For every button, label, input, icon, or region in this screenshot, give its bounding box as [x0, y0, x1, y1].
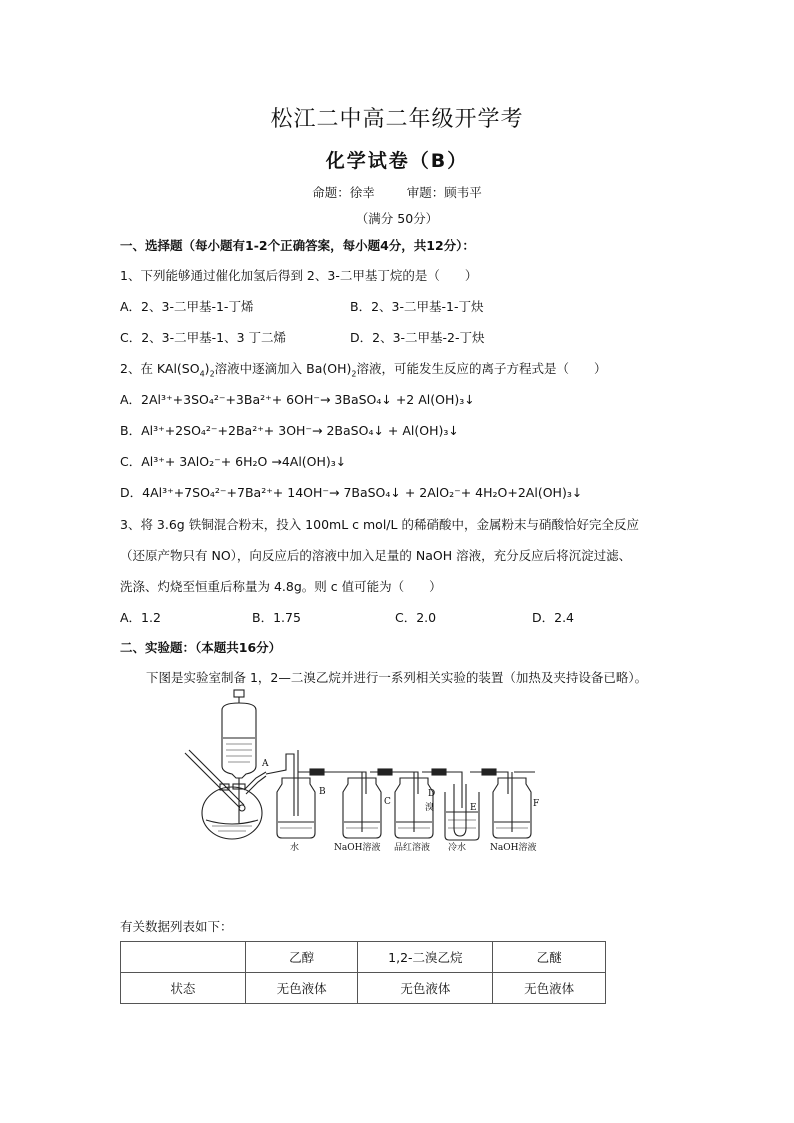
- table-cell: 无色液体: [245, 973, 358, 1004]
- table-row: [121, 973, 606, 1004]
- q3-line1: 3、将 3.6g 铁铜混合粉末，投入 100mL c mol/L 的稀硝酸中，金属粉末与硝酸恰好完全反应: [120, 517, 639, 532]
- author-label: 命题：徐幸: [312, 185, 375, 200]
- q2-stem-sub: 2: [209, 369, 215, 379]
- q2-stem-sub: 4: [199, 369, 205, 379]
- q3-option-b: B．1.75: [252, 610, 301, 625]
- data-table: [120, 941, 606, 1004]
- score-note: （满分 50分）: [355, 211, 439, 226]
- q2-option-a: A．2Al³⁺+3SO₄²⁻+3Ba²⁺+ 6OH⁻→ 3BaSO₄↓ +2 Al(OH)₃↓: [120, 392, 475, 407]
- table-header-row: [121, 942, 606, 973]
- q1-option-d: D．2、3-二甲基-2-丁炔: [350, 330, 485, 345]
- caption-pinhong: 品红溶液: [394, 843, 431, 853]
- label-d: D: [428, 789, 436, 799]
- reviewer-label: 审题：顾韦平: [406, 185, 482, 200]
- q1-option-c: C．2、3-二甲基-1、3 丁二烯: [120, 330, 287, 345]
- q3-option-d: D．2.4: [532, 610, 575, 625]
- caption-water: 水: [290, 843, 300, 853]
- q2-stem-part: 2、在 KAl(SO: [120, 361, 200, 376]
- q2-option-b: B．Al³⁺+2SO₄²⁻+2Ba²⁺+ 3OH⁻→ 2BaSO₄↓ + Al(OH)₃↓: [120, 423, 459, 438]
- table-intro: 有关数据列表如下：: [120, 919, 233, 934]
- exam-subtitle: 化学试卷（B）: [325, 150, 469, 172]
- q2-stem-part: 溶液，可能发生反应的离子方程式是（ ）: [356, 361, 607, 376]
- caption-naoh2: NaOH溶液: [490, 843, 537, 853]
- q2-option-d: D．4Al³⁺+7SO₄²⁻+7Ba²⁺+ 14OH⁻→ 7BaSO₄↓ + 2AlO₂⁻+ 4H₂O+2Al(OH)₃↓: [120, 485, 583, 500]
- section2-heading: 二、实验题：（本题共16分）: [120, 640, 282, 655]
- table-header-cell: [121, 942, 246, 973]
- exam-title: 松江二中高二年级开学考: [270, 107, 524, 132]
- table-header-cell: 乙醇: [245, 942, 358, 973]
- label-c: C: [384, 797, 391, 807]
- table-cell: 状态: [121, 973, 246, 1004]
- q2-stem: [120, 359, 606, 377]
- q2-stem-part: 溶液中逐滴加入 Ba(OH): [214, 361, 352, 376]
- label-a: A: [262, 759, 269, 769]
- table-header-cell: 乙醚: [493, 942, 606, 973]
- label-e: E: [470, 803, 477, 813]
- label-f: F: [533, 799, 540, 809]
- caption-coldwater: 冷水: [448, 843, 467, 853]
- q3-line3: 洗涤、灼烧至恒重后称量为 4.8g。则 c 值可能为（ ）: [120, 579, 442, 594]
- section2-intro: 下图是实验室制备 1，2—二溴乙烷并进行一系列相关实验的装置（加热及夹持设备已略）。: [146, 670, 648, 685]
- q1-option-a: A．2、3-二甲基-1-丁烯: [120, 299, 254, 314]
- caption-naoh1: NaOH溶液: [334, 843, 381, 853]
- author-line: [0, 183, 794, 201]
- q3-option-c: C．2.0: [395, 610, 437, 625]
- q2-stem-part: ): [204, 361, 210, 376]
- section1-heading: 一、选择题（每小题有1-2个正确答案，每小题4分，共12分）：: [120, 238, 475, 253]
- table-header-cell: 1,2-二溴乙烷: [358, 942, 493, 973]
- q1-stem: 1、下列能够通过催化加氢后得到 2、3-二甲基丁烷的是（ ）: [120, 268, 478, 283]
- q3-option-a: A．1.2: [120, 610, 161, 625]
- table-cell: 无色液体: [358, 973, 493, 1004]
- q2-option-c: C．Al³⁺+ 3AlO₂⁻+ 6H₂O →4Al(OH)₃↓: [120, 454, 347, 469]
- q1-option-b: B．2、3-二甲基-1-丁炔: [350, 299, 484, 314]
- label-br: 溴: [425, 803, 435, 813]
- q3-line2: （还原产物只有 NO），向反应后的溶液中加入足量的 NaOH 溶液，充分反应后将沉淀过滤、: [120, 548, 632, 563]
- label-b: B: [319, 787, 326, 797]
- q2-stem-sub: 2: [351, 369, 357, 379]
- apparatus-figure: [170, 688, 550, 853]
- table-cell: 无色液体: [493, 973, 606, 1004]
